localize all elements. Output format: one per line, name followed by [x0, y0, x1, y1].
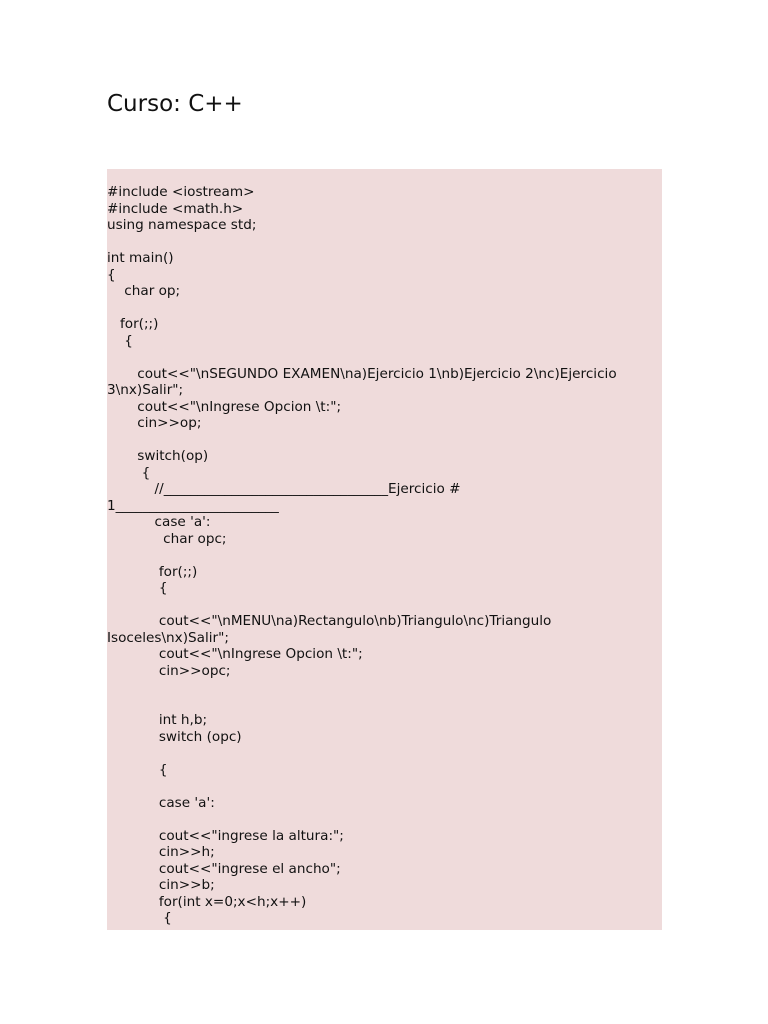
code-line: [107, 696, 662, 713]
code-line: cout<<"ingrese el ancho";: [107, 860, 341, 877]
code-line: Isoceles\nx)Salir";: [107, 629, 229, 646]
code-line: {: [107, 761, 168, 778]
code-line: for(;;): [107, 563, 198, 580]
code-line: 1________________________: [107, 497, 279, 514]
code-line: case 'a':: [107, 794, 215, 811]
code-line: {: [107, 266, 116, 283]
code-line: [107, 432, 662, 449]
code-line: switch(op): [107, 448, 209, 464]
code-line: cout<<"\nIngrese Opcion \t:";: [107, 646, 363, 662]
code-line: [107, 778, 662, 795]
code-line: [107, 597, 662, 614]
code-block: [107, 169, 662, 930]
code-line: for(int x=0;x<h;x++): [107, 893, 307, 910]
code-line: {: [107, 910, 172, 926]
code-line: int main(): [107, 250, 174, 266]
code-line: cin>>b;: [107, 877, 215, 893]
code-line: cout<<"\nMENU\na)Rectangulo\nb)Triangulo\nc)Triangulo: [107, 613, 552, 629]
code-line: char opc;: [107, 530, 227, 547]
code-line: //_________________________________Ejercicio #: [107, 481, 461, 497]
code-line: [107, 349, 662, 366]
code-line: using namespace std;: [107, 217, 257, 233]
code-line: #include <math.h>: [107, 200, 244, 217]
code-line: [107, 300, 662, 317]
code-line: #include <iostream>: [107, 184, 255, 200]
code-line: 3\nx)Salir";: [107, 382, 184, 398]
code-line: cout<<"ingrese la altura:";: [107, 827, 344, 844]
code-line: [107, 745, 662, 762]
code-line: {: [107, 580, 168, 596]
code-line: {: [107, 332, 133, 349]
code-line: [107, 811, 662, 828]
code-line: cout<<"\nSEGUNDO EXAMEN\na)Ejercicio 1\nb)Ejercicio 2\nc)Ejercicio: [107, 365, 617, 382]
code-line: int h,b;: [107, 712, 208, 728]
code-line: [107, 547, 662, 564]
code-line: cout<<"\nIngrese Opcion \t:";: [107, 398, 342, 415]
code-line: char op;: [107, 283, 181, 299]
code-line: cin>>opc;: [107, 662, 231, 679]
code-line: for(;;): [107, 316, 159, 332]
code-line: [107, 234, 662, 251]
code-line: cin>>h;: [107, 844, 215, 860]
code-line: {: [107, 464, 151, 481]
code-line: [107, 679, 662, 696]
page-title: Curso: C++: [107, 91, 243, 117]
code-line: switch (opc): [107, 728, 242, 745]
code-line: cin>>op;: [107, 415, 202, 431]
code-line: case 'a':: [107, 514, 211, 530]
